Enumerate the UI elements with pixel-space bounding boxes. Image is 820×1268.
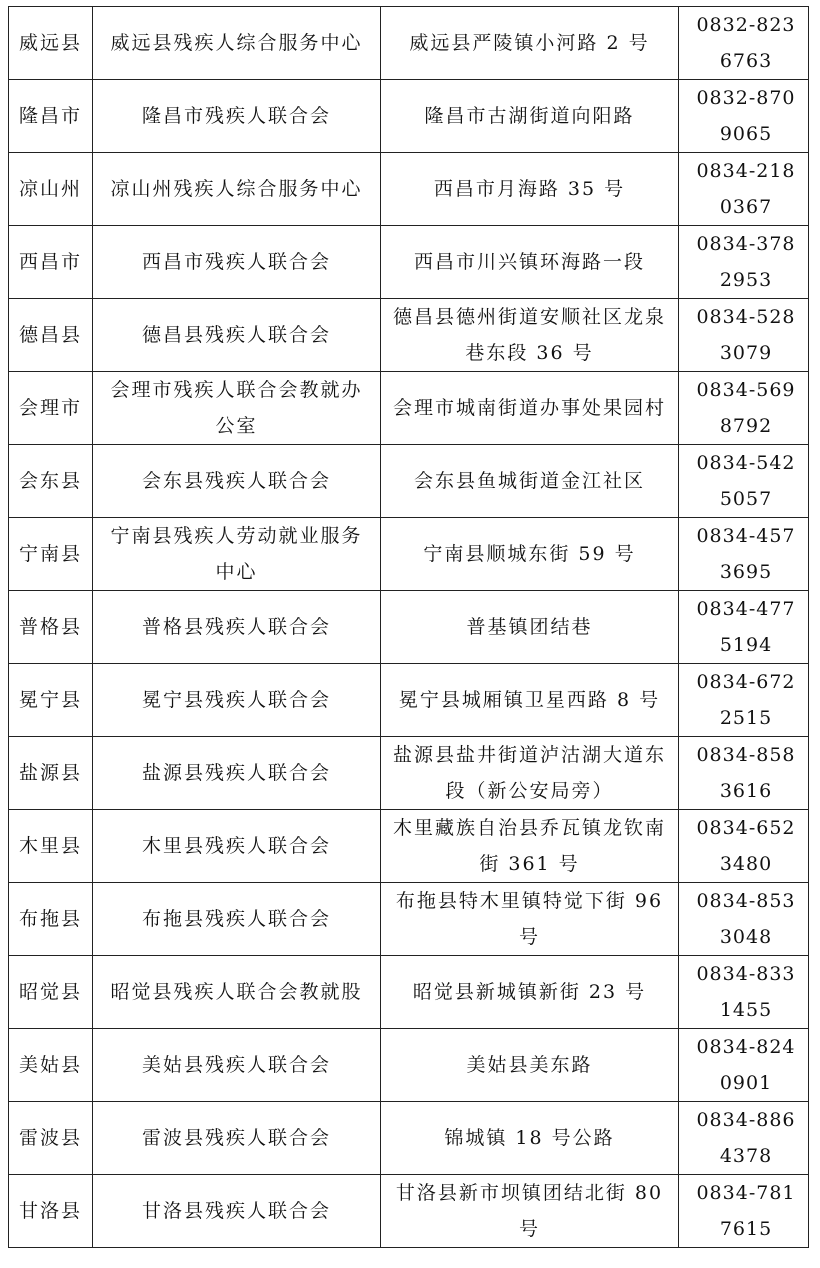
organization-cell: 普格县残疾人联合会 bbox=[93, 591, 381, 664]
table-row bbox=[9, 7, 809, 80]
organization-cell: 隆昌市残疾人联合会 bbox=[93, 80, 381, 153]
table-row bbox=[9, 80, 809, 153]
address-cell: 冕宁县城厢镇卫星西路 8 号 bbox=[381, 664, 679, 737]
address-cell: 宁南县顺城东街 59 号 bbox=[381, 518, 679, 591]
phone-number: 0834-2180367 bbox=[696, 160, 796, 218]
phone-number: 0834-5283079 bbox=[696, 306, 796, 364]
document-page bbox=[8, 6, 808, 1248]
phone-cell bbox=[679, 956, 809, 1029]
phone-cell bbox=[679, 664, 809, 737]
organization-cell: 凉山州残疾人综合服务中心 bbox=[93, 153, 381, 226]
phone-number: 0834-8240901 bbox=[696, 1036, 796, 1094]
phone-number: 0834-8583616 bbox=[696, 744, 796, 802]
organization-cell: 盐源县残疾人联合会 bbox=[93, 737, 381, 810]
table-row bbox=[9, 591, 809, 664]
organization-cell: 美姑县残疾人联合会 bbox=[93, 1029, 381, 1102]
organization-cell: 雷波县残疾人联合会 bbox=[93, 1102, 381, 1175]
county-cell: 冕宁县 bbox=[9, 664, 93, 737]
table-row bbox=[9, 883, 809, 956]
phone-number: 0834-4775194 bbox=[696, 598, 796, 656]
address-cell: 昭觉县新城镇新街 23 号 bbox=[381, 956, 679, 1029]
table-row bbox=[9, 664, 809, 737]
table-row bbox=[9, 1102, 809, 1175]
address-cell: 美姑县美东路 bbox=[381, 1029, 679, 1102]
phone-number: 0834-8533048 bbox=[696, 890, 796, 948]
address-cell: 普基镇团结巷 bbox=[381, 591, 679, 664]
phone-number: 0832-8709065 bbox=[696, 87, 796, 145]
county-cell: 美姑县 bbox=[9, 1029, 93, 1102]
phone-cell bbox=[679, 1029, 809, 1102]
address-cell: 会理市城南街道办事处果园村 bbox=[381, 372, 679, 445]
address-cell: 木里藏族自治县乔瓦镇龙钦南街 361 号 bbox=[381, 810, 679, 883]
organization-cell: 昭觉县残疾人联合会教就股 bbox=[93, 956, 381, 1029]
county-cell: 凉山州 bbox=[9, 153, 93, 226]
phone-cell bbox=[679, 299, 809, 372]
county-cell: 布拖县 bbox=[9, 883, 93, 956]
county-cell: 昭觉县 bbox=[9, 956, 93, 1029]
organization-cell: 威远县残疾人综合服务中心 bbox=[93, 7, 381, 80]
phone-cell bbox=[679, 445, 809, 518]
phone-number: 0834-8864378 bbox=[696, 1109, 796, 1167]
phone-number: 0834-6722515 bbox=[696, 671, 796, 729]
phone-cell bbox=[679, 810, 809, 883]
table-row bbox=[9, 737, 809, 810]
organization-cell: 西昌市残疾人联合会 bbox=[93, 226, 381, 299]
county-cell: 盐源县 bbox=[9, 737, 93, 810]
phone-number: 0834-6523480 bbox=[696, 817, 796, 875]
county-cell: 木里县 bbox=[9, 810, 93, 883]
phone-cell bbox=[679, 591, 809, 664]
table-row bbox=[9, 445, 809, 518]
county-cell: 普格县 bbox=[9, 591, 93, 664]
table-row bbox=[9, 1029, 809, 1102]
county-cell: 威远县 bbox=[9, 7, 93, 80]
address-cell: 西昌市川兴镇环海路一段 bbox=[381, 226, 679, 299]
address-cell: 德昌县德州街道安顺社区龙泉巷东段 36 号 bbox=[381, 299, 679, 372]
county-cell: 会东县 bbox=[9, 445, 93, 518]
table-row bbox=[9, 810, 809, 883]
phone-cell bbox=[679, 737, 809, 810]
county-cell: 宁南县 bbox=[9, 518, 93, 591]
phone-number: 0832-8236763 bbox=[696, 14, 796, 72]
phone-number: 0834-5698792 bbox=[696, 379, 796, 437]
organization-cell: 会东县残疾人联合会 bbox=[93, 445, 381, 518]
phone-cell bbox=[679, 883, 809, 956]
organization-cell: 冕宁县残疾人联合会 bbox=[93, 664, 381, 737]
phone-cell bbox=[679, 153, 809, 226]
address-cell: 锦城镇 18 号公路 bbox=[381, 1102, 679, 1175]
address-cell: 西昌市月海路 35 号 bbox=[381, 153, 679, 226]
phone-cell bbox=[679, 1175, 809, 1248]
county-cell: 西昌市 bbox=[9, 226, 93, 299]
table-row bbox=[9, 153, 809, 226]
phone-cell bbox=[679, 372, 809, 445]
table-row bbox=[9, 372, 809, 445]
table-row bbox=[9, 956, 809, 1029]
phone-number: 0834-7817615 bbox=[696, 1182, 796, 1240]
address-cell: 威远县严陵镇小河路 2 号 bbox=[381, 7, 679, 80]
phone-number: 0834-3782953 bbox=[696, 233, 796, 291]
address-cell: 会东县鱼城街道金江社区 bbox=[381, 445, 679, 518]
organization-cell: 宁南县残疾人劳动就业服务中心 bbox=[93, 518, 381, 591]
phone-number: 0834-4573695 bbox=[696, 525, 796, 583]
phone-cell bbox=[679, 226, 809, 299]
table-row bbox=[9, 299, 809, 372]
address-cell: 布拖县特木里镇特觉下街 96 号 bbox=[381, 883, 679, 956]
table-row bbox=[9, 518, 809, 591]
organization-cell: 木里县残疾人联合会 bbox=[93, 810, 381, 883]
address-cell: 隆昌市古湖街道向阳路 bbox=[381, 80, 679, 153]
contact-table bbox=[8, 6, 809, 1248]
table-row bbox=[9, 226, 809, 299]
table-row bbox=[9, 1175, 809, 1248]
county-cell: 隆昌市 bbox=[9, 80, 93, 153]
phone-cell bbox=[679, 518, 809, 591]
county-cell: 雷波县 bbox=[9, 1102, 93, 1175]
organization-cell: 会理市残疾人联合会教就办公室 bbox=[93, 372, 381, 445]
organization-cell: 布拖县残疾人联合会 bbox=[93, 883, 381, 956]
address-cell: 甘洛县新市坝镇团结北街 80 号 bbox=[381, 1175, 679, 1248]
organization-cell: 德昌县残疾人联合会 bbox=[93, 299, 381, 372]
address-cell: 盐源县盐井街道泸沽湖大道东段（新公安局旁） bbox=[381, 737, 679, 810]
county-cell: 甘洛县 bbox=[9, 1175, 93, 1248]
phone-cell bbox=[679, 1102, 809, 1175]
organization-cell: 甘洛县残疾人联合会 bbox=[93, 1175, 381, 1248]
county-cell: 德昌县 bbox=[9, 299, 93, 372]
phone-cell bbox=[679, 80, 809, 153]
county-cell: 会理市 bbox=[9, 372, 93, 445]
phone-number: 0834-5425057 bbox=[696, 452, 796, 510]
phone-number: 0834-8331455 bbox=[696, 963, 796, 1021]
phone-cell bbox=[679, 7, 809, 80]
